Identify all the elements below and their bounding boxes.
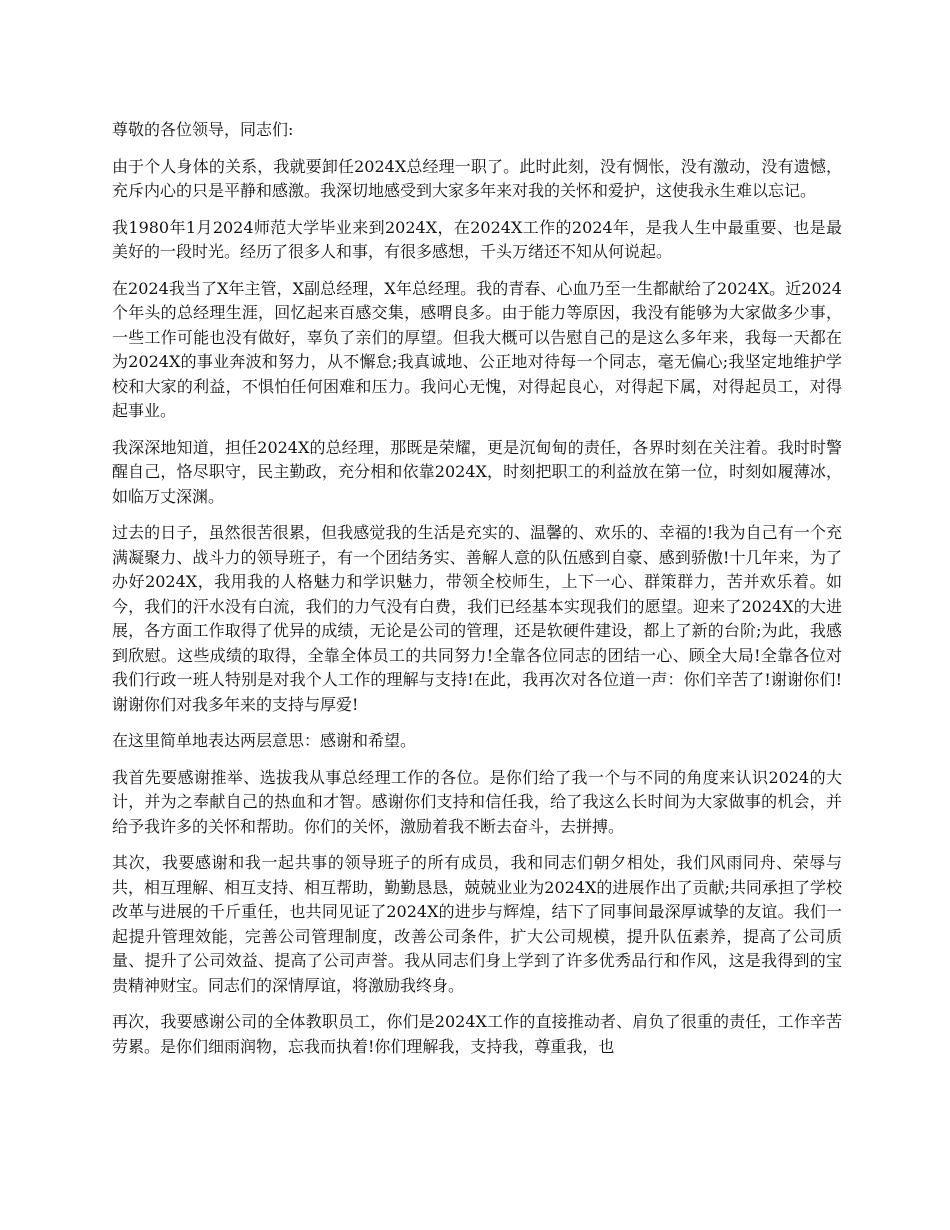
paragraph: 再次，我要感谢公司的全体教职员工，你们是2024X工作的直接推动者、肩负了很重的责任，工作辛苦劳累。是你们细雨润物，忘我而执着!你们理解我，支持我，尊重我，也 bbox=[112, 1012, 842, 1056]
paragraph: 过去的日子，虽然很苦很累，但我感觉我的生活是充实的、温馨的、欢乐的、幸福的!我为自己有一个充满凝聚力、战斗力的领导班子，有一个团结务实、善解人意的队伍感到自豪、感到骄傲!十几年来，为了办好2024X，我用我的人格魅力和学识魅力，带领全校师生，上下一心、群策群力，苦并欢乐着。如今，我们的汗水没有白流，我们的力气没有白费，我们已经基本实现我们的愿望。迎来了2024X的大进展，各方面工作取得了优异的成绩，无论是公司的管理，还是软硬件建设，都上了新的台阶;为此，我感到欣慰。这些成绩的取得，全靠全体员工的共同努力!全靠各位同志的团结一心、顾全大局!全靠各位对我们行政一班人特别是对我个人工作的理解与支持!在此，我再次对各位道一声：你们辛苦了!谢谢你们!谢谢你们对我多年来的支持与厚爱! bbox=[112, 523, 842, 714]
paragraph: 在这里简单地表达两层意思：感谢和希望。 bbox=[112, 731, 417, 750]
paragraph: 其次，我要感谢和我一起共事的领导班子的所有成员，我和同志们朝夕相处，我们风雨同舟、荣辱与共，相互理解、相互支持、相互帮助，勤勤恳恳，兢兢业业为2024X的进展作出了贡献;共同承担了学校改革与进展的千斤重任，也共同见证了2024X的进步与辉煌，结下了同事间最深厚诚挚的友谊。我们一起提升管理效能，完善公司管理制度，改善公司条件，扩大公司规模，提升队伍素养，提高了公司质量、提升了公司效益、提高了公司声誉。我从同志们身上学到了许多优秀品行和作风，这是我得到的宝贵精神财宝。同志们的深情厚谊，将激励我终身。 bbox=[112, 853, 842, 995]
document-body bbox=[112, 118, 842, 1071]
paragraph: 我深深地知道，担任2024X的总经理，那既是荣耀，更是沉甸甸的责任，各界时刻在关注着。我时时警醒自己，恪尽职守，民主勤政，充分相和依靠2024X，时刻把职工的利益放在第一位，时刻如履薄冰，如临万丈深渊。 bbox=[112, 437, 842, 506]
paragraph: 我1980年1月2024师范大学毕业来到2024X，在2024X工作的2024年，是我人生中最重要、也是最美好的一段时光。经历了很多人和事，有很多感想，千头万绪还不知从何说起。 bbox=[112, 217, 842, 261]
paragraph: 由于个人身体的关系，我就要卸任2024X总经理一职了。此时此刻，没有惆怅，没有激动，没有遗憾，充斥内心的只是平静和感激。我深切地感受到大家多年来对我的关怀和爱护，这使我永生难以忘记。 bbox=[112, 156, 842, 200]
paragraph: 我首先要感谢推举、选拔我从事总经理工作的各位。是你们给了我一个与不同的角度来认识2024的大计，并为之奉献自己的热血和才智。感谢你们支持和信任我，给了我这么长时间为大家做事的机会，并给予我许多的关怀和帮助。你们的关怀，激励着我不断去奋斗，去拼搏。 bbox=[112, 767, 842, 836]
paragraph: 在2024我当了X年主管，X副总经理，X年总经理。我的青春、心血乃至一生都献给了2024X。近2024个年头的总经理生涯，回忆起来百感交集，感喟良多。由于能力等原因，我没有能够为大家做多少事，一些工作可能也没有做好，辜负了亲们的厚望。但我大概可以告慰自己的是这么多年来，我每一天都在为2024X的事业奔波和努力，从不懈怠;我真诚地、公正地对待每一个同志，毫无偏心;我坚定地维护学校和大家的利益，不惧怕任何困难和压力。我问心无愧，对得起良心，对得起下属，对得起员工，对得起事业。 bbox=[112, 278, 842, 420]
salutation: 尊敬的各位领导，同志们: bbox=[112, 120, 294, 139]
